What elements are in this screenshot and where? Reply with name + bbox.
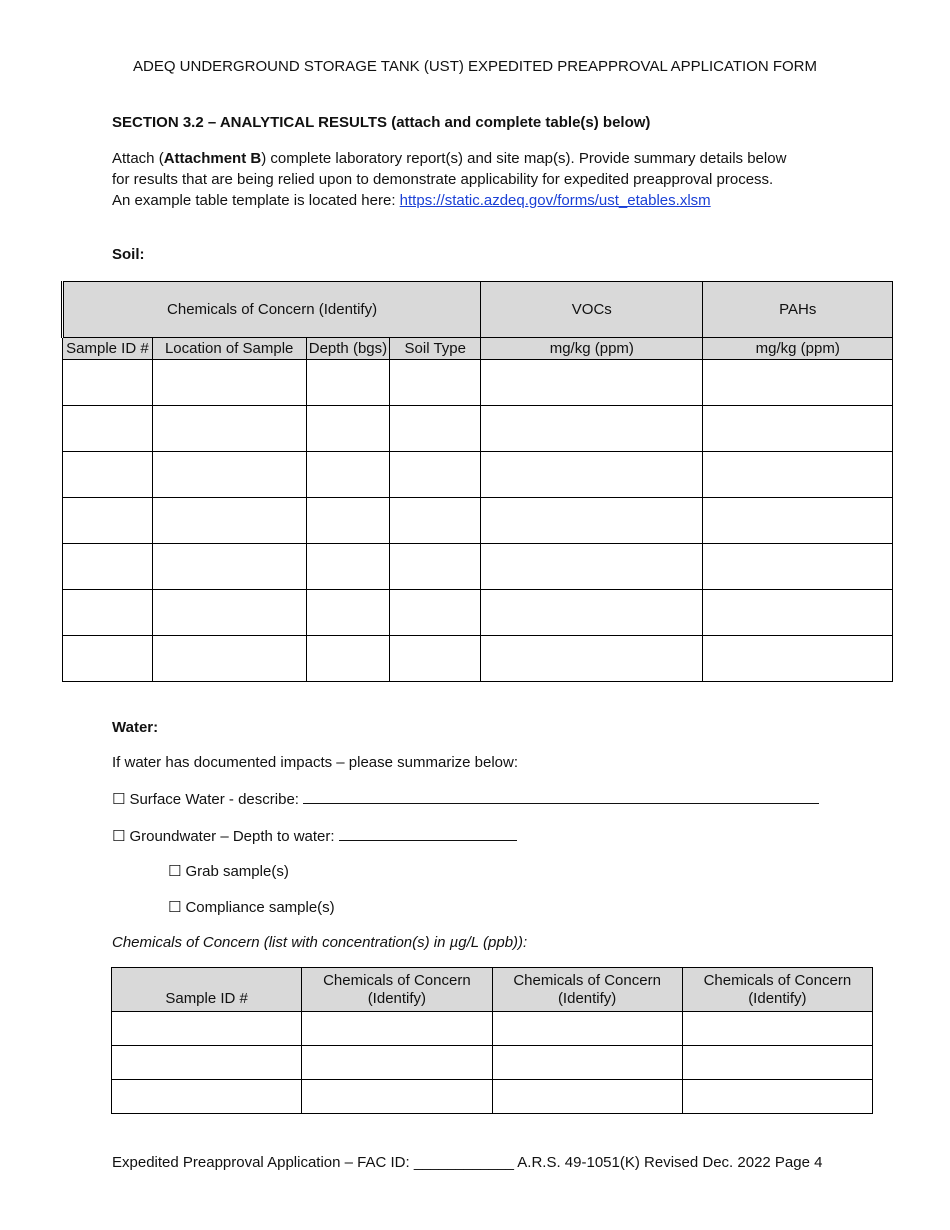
soil-table-cell[interactable] xyxy=(703,360,893,406)
water-table-row xyxy=(112,1046,873,1080)
soil-table-cell[interactable] xyxy=(306,544,390,590)
soil-table-cell[interactable] xyxy=(152,590,306,636)
soil-table-cell[interactable] xyxy=(306,406,390,452)
water-table-row xyxy=(112,1012,873,1046)
soil-label: Soil: xyxy=(112,246,145,263)
soil-table-cell[interactable] xyxy=(390,498,481,544)
soil-table-row xyxy=(63,498,893,544)
soil-table-cell[interactable] xyxy=(63,360,153,406)
soil-table-cell[interactable] xyxy=(390,590,481,636)
soil-table-cell[interactable] xyxy=(481,544,703,590)
water-table-cell[interactable] xyxy=(682,1080,872,1114)
soil-table-cell[interactable] xyxy=(63,590,153,636)
soil-table-cell[interactable] xyxy=(481,360,703,406)
surface-water-checkbox[interactable]: ☐ xyxy=(112,790,126,808)
soil-table-cell[interactable] xyxy=(390,636,481,682)
water-col-coc-3: Chemicals of Concern (Identify) xyxy=(682,968,872,1012)
grab-sample-label: Grab sample(s) xyxy=(185,863,289,880)
compliance-sample-row xyxy=(168,898,335,916)
soil-col-vocs-unit: mg/kg (ppm) xyxy=(481,338,703,360)
soil-table-cell[interactable] xyxy=(152,544,306,590)
soil-table-cell[interactable] xyxy=(306,360,390,406)
soil-table-cell[interactable] xyxy=(63,544,153,590)
soil-table-row xyxy=(63,406,893,452)
water-table-cell[interactable] xyxy=(682,1012,872,1046)
soil-table-cell[interactable] xyxy=(63,498,153,544)
form-header-title: ADEQ UNDERGROUND STORAGE TANK (UST) EXPEDITED PREAPPROVAL APPLICATION FORM xyxy=(132,58,817,75)
footer-suffix: A.R.S. 49-1051(K) Revised Dec. 2022 Page 4 xyxy=(513,1154,823,1171)
water-table-cell[interactable] xyxy=(682,1046,872,1080)
soil-table-cell[interactable] xyxy=(306,498,390,544)
soil-col-soil-type: Soil Type xyxy=(390,338,481,360)
water-table-cell[interactable] xyxy=(302,1012,492,1046)
water-table-cell[interactable] xyxy=(492,1080,682,1114)
water-table-row xyxy=(112,1080,873,1114)
water-table-cell[interactable] xyxy=(302,1046,492,1080)
section-instructions xyxy=(112,148,852,211)
template-link[interactable]: https://static.azdeq.gov/forms/ust_etables.xlsm xyxy=(399,192,711,209)
soil-vocs-header: VOCs xyxy=(481,282,703,338)
water-table-cell[interactable] xyxy=(492,1046,682,1080)
soil-table-row xyxy=(63,636,893,682)
soil-col-pahs-unit: mg/kg (ppm) xyxy=(703,338,893,360)
soil-table-row xyxy=(63,452,893,498)
groundwater-checkbox[interactable]: ☐ xyxy=(112,827,126,845)
para-line1-rest: ) complete laboratory report(s) and site map(s). Provide summary details below xyxy=(261,150,787,167)
water-col-coc-2: Chemicals of Concern (Identify) xyxy=(492,968,682,1012)
soil-col-depth: Depth (bgs) xyxy=(306,338,390,360)
soil-table-cell[interactable] xyxy=(152,498,306,544)
soil-table-cell[interactable] xyxy=(703,452,893,498)
soil-pahs-header: PAHs xyxy=(703,282,893,338)
compliance-sample-checkbox[interactable]: ☐ xyxy=(168,898,182,916)
soil-table-cell[interactable] xyxy=(63,406,153,452)
water-table-cell[interactable] xyxy=(112,1012,302,1046)
water-table-cell[interactable] xyxy=(492,1012,682,1046)
soil-table-cell[interactable] xyxy=(703,590,893,636)
soil-results-table xyxy=(61,281,893,682)
water-results-table xyxy=(111,967,873,1114)
soil-coc-group-header: Chemicals of Concern (Identify) xyxy=(63,282,481,338)
soil-table-cell[interactable] xyxy=(390,452,481,498)
soil-table-cell[interactable] xyxy=(703,544,893,590)
groundwater-label: Groundwater – Depth to water: xyxy=(129,828,339,845)
para-prefix: Attach ( xyxy=(112,150,164,167)
attachment-label: Attachment B xyxy=(163,150,262,167)
soil-table-cell[interactable] xyxy=(481,590,703,636)
fac-id-field[interactable]: ____________ xyxy=(413,1154,514,1171)
grab-sample-checkbox[interactable]: ☐ xyxy=(168,862,182,880)
water-table-cell[interactable] xyxy=(302,1080,492,1114)
soil-table-cell[interactable] xyxy=(152,360,306,406)
surface-water-row xyxy=(112,789,819,808)
water-col-sample-id: Sample ID # xyxy=(112,968,302,1012)
soil-table-cell[interactable] xyxy=(390,360,481,406)
soil-col-location: Location of Sample xyxy=(152,338,306,360)
soil-table-cell[interactable] xyxy=(306,590,390,636)
soil-table-cell[interactable] xyxy=(152,636,306,682)
soil-table-row xyxy=(63,590,893,636)
water-table-cell[interactable] xyxy=(112,1046,302,1080)
soil-table-cell[interactable] xyxy=(152,406,306,452)
soil-table-cell[interactable] xyxy=(390,544,481,590)
soil-table-cell[interactable] xyxy=(390,406,481,452)
para-line2: for results that are being relied upon to demonstrate applicability for expedited preapproval process. xyxy=(112,171,774,188)
groundwater-row xyxy=(112,826,517,845)
soil-table-cell[interactable] xyxy=(481,406,703,452)
compliance-sample-label: Compliance sample(s) xyxy=(185,899,335,916)
soil-table-cell[interactable] xyxy=(703,406,893,452)
water-table-cell[interactable] xyxy=(112,1080,302,1114)
soil-table-cell[interactable] xyxy=(63,452,153,498)
soil-table-cell[interactable] xyxy=(306,636,390,682)
soil-table-cell[interactable] xyxy=(703,636,893,682)
water-label: Water: xyxy=(112,719,159,736)
soil-col-sample-id: Sample ID # xyxy=(63,338,153,360)
soil-table-cell[interactable] xyxy=(481,636,703,682)
grab-sample-row xyxy=(168,862,289,880)
soil-table-cell[interactable] xyxy=(306,452,390,498)
water-intro: If water has documented impacts – please summarize below: xyxy=(112,754,519,771)
water-coc-note: Chemicals of Concern (list with concentration(s) in µg/L (ppb)): xyxy=(112,934,528,951)
soil-table-cell[interactable] xyxy=(481,498,703,544)
soil-table-row xyxy=(63,360,893,406)
soil-table-cell[interactable] xyxy=(703,498,893,544)
para-line3-prefix: An example table template is located here: xyxy=(112,192,400,209)
depth-to-water-field[interactable] xyxy=(339,826,517,841)
section-title: SECTION 3.2 – ANALYTICAL RESULTS (attach and complete table(s) below) xyxy=(112,114,651,131)
soil-table-cell[interactable] xyxy=(152,452,306,498)
footer-prefix: Expedited Preapproval Application – FAC ID: xyxy=(112,1154,414,1171)
surface-water-description-field[interactable] xyxy=(303,789,819,804)
soil-table-cell[interactable] xyxy=(481,452,703,498)
soil-table-cell[interactable] xyxy=(63,636,153,682)
water-col-coc-1: Chemicals of Concern (Identify) xyxy=(302,968,492,1012)
soil-table-row xyxy=(63,544,893,590)
page-footer xyxy=(112,1154,822,1171)
surface-water-label: Surface Water - describe: xyxy=(129,791,304,808)
